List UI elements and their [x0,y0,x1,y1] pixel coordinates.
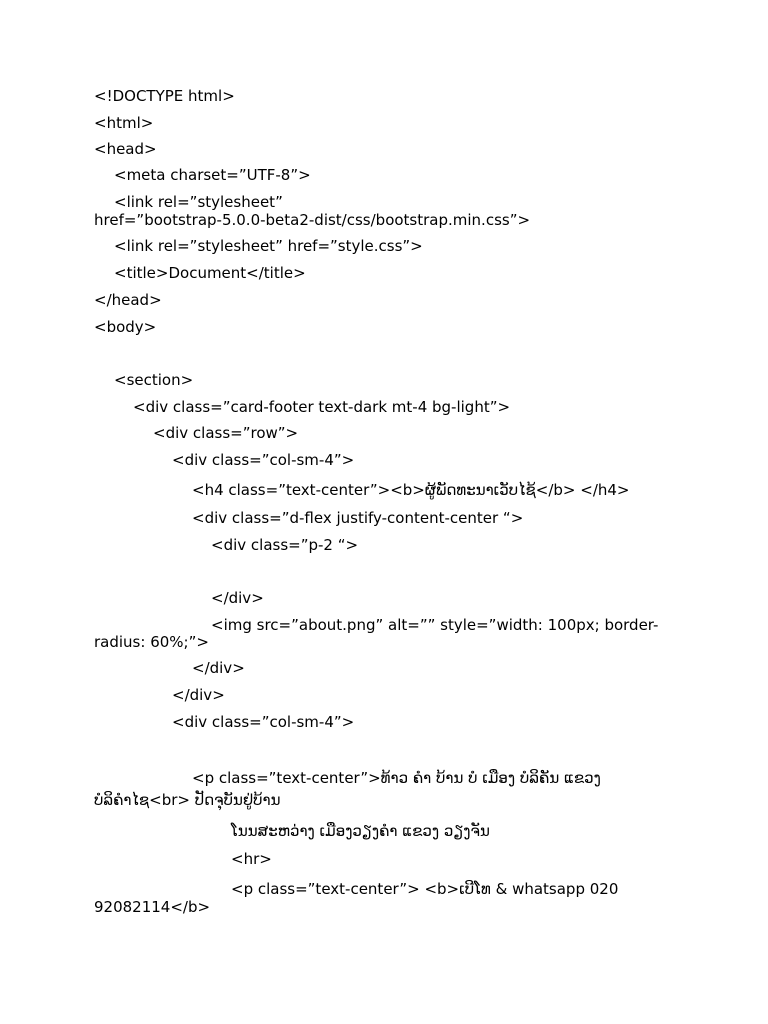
code-line: <div class=”col-sm-4”> [172,451,355,469]
code-line: <link rel=”stylesheet” [114,193,283,211]
code-line: href=”bootstrap-5.0.0-beta2-dist/css/bootstrap.min.css”> [94,211,531,229]
code-line: ໂນນສະຫວ່າງ ເມືອງວຽງຄຳ ແຂວງ ວຽງຈັນ [231,822,490,840]
code-line: 92082114</b> [94,898,211,916]
code-line: <div class=”row”> [153,424,299,442]
code-line: <link rel=”stylesheet” href=”style.css”> [114,237,423,255]
code-line: <div class=”col-sm-4”> [172,713,355,731]
code-line: <div class=”card-footer text-dark mt-4 bg-light”> [133,398,511,416]
code-line: <img src=”about.png” alt=”” style=”width: 100px; border- [211,616,659,634]
code-line: <div class=”d-flex justify-content-center “> [192,509,524,527]
code-line: </head> [94,291,162,309]
code-line: </div> [172,686,225,704]
code-line: <meta charset=”UTF-8”> [114,166,311,184]
code-line: <hr> [231,850,272,868]
code-line: <html> [94,114,154,132]
code-line: <body> [94,318,157,336]
code-line: <head> [94,140,157,158]
code-line: <p class=”text-center”> <b>ເບີໂທ & whatsapp 020 [231,880,619,898]
code-line: <div class=”p-2 “> [211,536,359,554]
code-line: <h4 class=”text-center”><b>ຜູ້ພັດທະນາເວັບໄຊ້</b> </h4> [192,481,630,499]
code-line: radius: 60%;”> [94,633,209,651]
code-line: <section> [114,371,194,389]
code-line: </div> [192,659,245,677]
code-line: ບໍລິຄຳໄຊ<br> ປັດຈຸບັນຢູ່ບ້ານ [94,791,281,809]
code-line: <!DOCTYPE html> [94,87,235,105]
code-line: </div> [211,589,264,607]
code-line: <p class=”text-center”>ທ້າວ ຄຳ ບ້ານ ບໍ ເມືອງ ບໍລິຄັນ ແຂວງ [192,769,601,787]
code-line: <title>Document</title> [114,264,306,282]
